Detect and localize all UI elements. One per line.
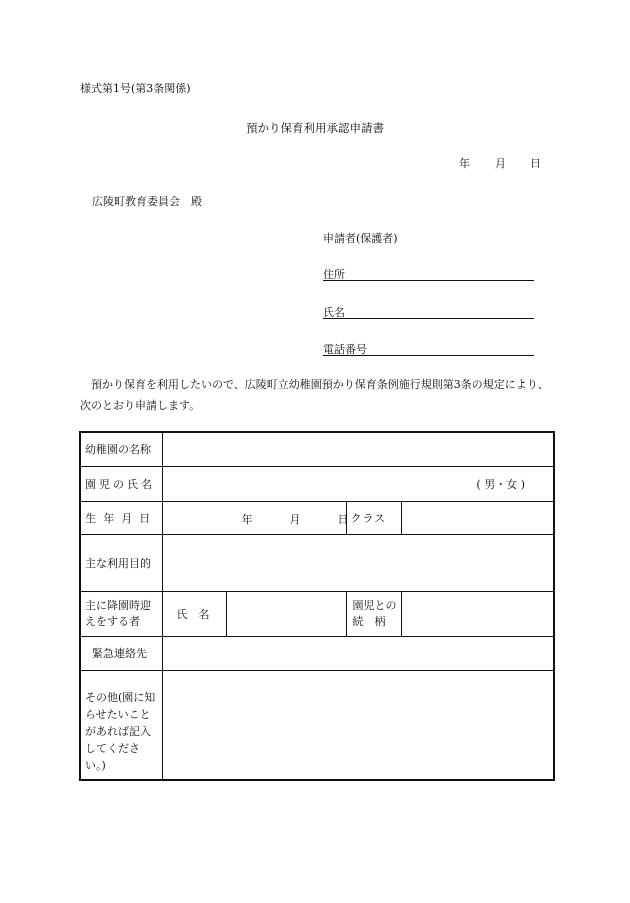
date-day: 日 (530, 157, 541, 170)
applicant-heading: 申請者(保護者) (323, 232, 398, 245)
relationship-field[interactable] (401, 591, 554, 636)
row-other (80, 670, 554, 780)
name-field[interactable] (323, 304, 534, 319)
birth-year-label: 年 (241, 512, 253, 526)
child-name-label: 園児の氏名 (80, 466, 162, 501)
date-month: 月 (495, 157, 506, 170)
class-field[interactable] (401, 501, 554, 534)
emergency-contact-label: 緊急連絡先 (80, 636, 162, 670)
class-label: クラス (346, 501, 401, 534)
emergency-contact-field[interactable] (162, 636, 554, 670)
form-number: 様式第1号(第3条関係) (80, 82, 191, 95)
kindergarten-name-field[interactable] (162, 432, 554, 466)
child-name-field[interactable] (162, 466, 554, 501)
statement: 預かり保育を利用したいので、広陵町立幼稚園預かり保育条例施行規則第3条の規定により、次のとおり申請します。 (80, 378, 549, 412)
phone-field[interactable] (323, 341, 534, 356)
other-label: その他(園に知らせたいことがあれば記入してください。) (80, 670, 162, 780)
row-kindergarten (80, 432, 554, 466)
birth-month-label: 月 (289, 512, 301, 526)
address-label: 住所 (323, 268, 345, 281)
gender-option[interactable]: ( 男・女 ) (476, 477, 525, 491)
purpose-field[interactable] (162, 534, 554, 591)
phone-label: 電話番号 (323, 343, 367, 356)
date-year: 年 (459, 157, 470, 170)
row-pickup (80, 591, 554, 636)
row-birth-date (80, 501, 554, 534)
address-field[interactable] (323, 266, 534, 281)
pickup-person-label: 主に降園時迎えをする者 (80, 591, 162, 636)
purpose-label: 主な利用目的 (80, 534, 162, 591)
page-title: 預かり保育利用承認申請書 (246, 121, 384, 135)
birth-day-label: 日 (337, 512, 349, 526)
kindergarten-name-label: 幼稚園の名称 (80, 432, 162, 466)
other-field[interactable] (162, 670, 554, 780)
birth-date-label: 生年月日 (80, 501, 162, 534)
application-table (79, 431, 555, 781)
name-label: 氏名 (323, 306, 345, 319)
row-emergency (80, 636, 554, 670)
addressee: 広陵町教育委員会 殿 (92, 195, 202, 208)
pickup-name-label: 氏 名 (162, 591, 226, 636)
row-child-name (80, 466, 554, 501)
row-purpose (80, 534, 554, 591)
birth-date-field[interactable] (162, 501, 349, 534)
pickup-name-field[interactable] (226, 591, 346, 636)
relationship-label: 園児との続 柄 (346, 591, 401, 636)
